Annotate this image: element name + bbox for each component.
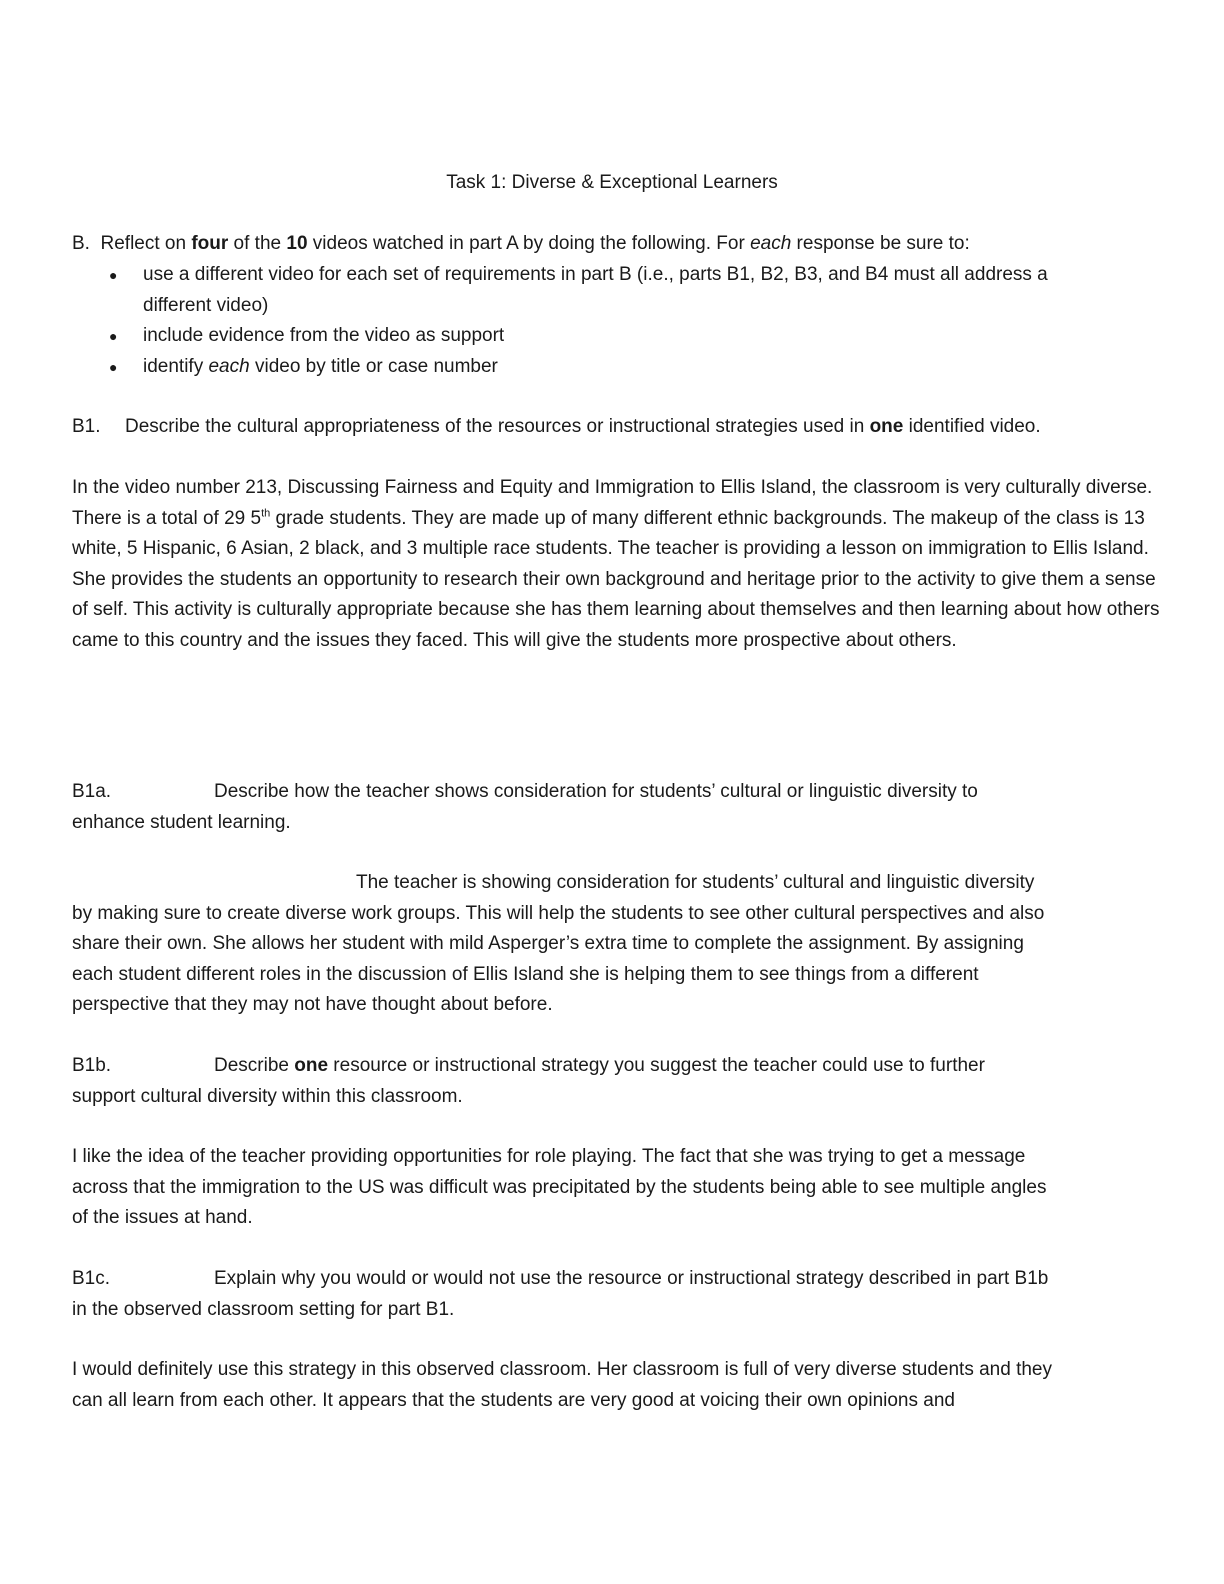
- b1a-question-text: Describe how the teacher shows consideration for students’ cultural or linguistic diversity to enhance student learning.: [72, 781, 978, 833]
- b1b-label: B1b.: [72, 1055, 112, 1076]
- bullet-text: include evidence from the video as support: [143, 325, 505, 346]
- b1c-label: B1c.: [72, 1268, 111, 1289]
- b1a-answer: The teacher is showing consideration for students’ cultural and linguistic diversity by making sure to create diverse work groups. This will help the students to see other cultural perspectives and also share their own. She allows her student with mild Asperger’s extra time to complete the assignment. By assigning each student different roles in the discussion of Ellis Island she is helping them to see things from a different perspective that they may not have thought about before.: [72, 872, 1045, 1015]
- bullet-italic-each: each: [208, 355, 250, 377]
- part-b-text-4: response be sure to:: [791, 233, 970, 254]
- page-title: Task 1: Diverse & Exceptional Learners: [446, 172, 778, 193]
- b1b-answer: I like the idea of the teacher providing opportunities for role playing. The fact that she was trying to get a message across that the immigration to the US was difficult was precipitated by the students being able to see multiple angles of the issues at hand.: [72, 1146, 1047, 1228]
- b1-label: B1.: [72, 416, 101, 437]
- bullet-text: identify: [143, 355, 209, 377]
- part-b-text-3: videos watched in part A by doing the following. For: [307, 233, 751, 254]
- b1-question-text-end: identified video.: [903, 416, 1041, 437]
- b1-answer-superscript: th: [261, 507, 271, 520]
- bullet-text: video by title or case number: [249, 355, 498, 377]
- b1b-question-text-end: resource or instructional strategy you suggest the teacher could use to further support cultural diversity within this classroom.: [72, 1055, 985, 1107]
- part-b-text-1: Reflect on: [100, 233, 192, 254]
- list-item: [72, 352, 1082, 383]
- list-item: [72, 260, 1082, 321]
- list-item: [72, 321, 1082, 352]
- part-b-bold-ten: 10: [286, 233, 308, 254]
- part-b-intro: [72, 229, 1184, 260]
- b1c-question: [72, 1264, 1064, 1325]
- requirements-list: [72, 260, 1082, 382]
- part-b-label: B.: [72, 233, 90, 254]
- b1-question-bold: one: [869, 416, 904, 437]
- b1b-question-text: Describe: [214, 1055, 295, 1076]
- b1a-label: B1a.: [72, 781, 112, 802]
- part-b-italic-each: each: [750, 233, 792, 254]
- b1c-question-text: Explain why you would or would not use the resource or instructional strategy described in part B1b in the observed classroom setting for part B1.: [72, 1268, 1049, 1320]
- b1a-question: [72, 777, 1044, 838]
- part-b-bold-four: four: [191, 233, 229, 254]
- b1-answer: [72, 473, 1174, 656]
- b1c-answer: I would definitely use this strategy in this observed classroom. Her classroom is full of very diverse students and they can all learn from each other. It appears that the students are very good at voicing their own opinions and: [72, 1359, 1052, 1411]
- b1-question: [72, 412, 1184, 443]
- b1b-question-bold: one: [294, 1055, 329, 1076]
- b1-answer-text-end: grade students. They are made up of many different ethnic backgrounds. The makeup of the class is 13 white, 5 Hispanic, 6 Asian, 2 black, and 3 multiple race students. The teacher is providing a lesson on immigration to Ellis Island. She provides the students an opportunity to research their own background and heritage prior to the activity to give them a sense of self. This activity is culturally appropriate because she has them learning about themselves and then learning about how others came to this country and the issues they faced. This will give the students more prospective about others.: [72, 507, 1160, 651]
- bullet-text: use a different video for each set of requirements in part B (i.e., parts B1, B2, B3, and B4 must all address a different video): [143, 264, 1048, 316]
- b1-answer-text: In the video number 213, Discussing Fairness and Equity and Immigration to Ellis Island, the classroom is very culturally diverse. There is a total of 29 5: [72, 477, 1153, 529]
- part-b-text-2: of the: [228, 233, 287, 254]
- b1-question-text: Describe the cultural appropriateness of the resources or instructional strategies used in: [125, 416, 870, 437]
- b1b-question: [72, 1051, 1034, 1112]
